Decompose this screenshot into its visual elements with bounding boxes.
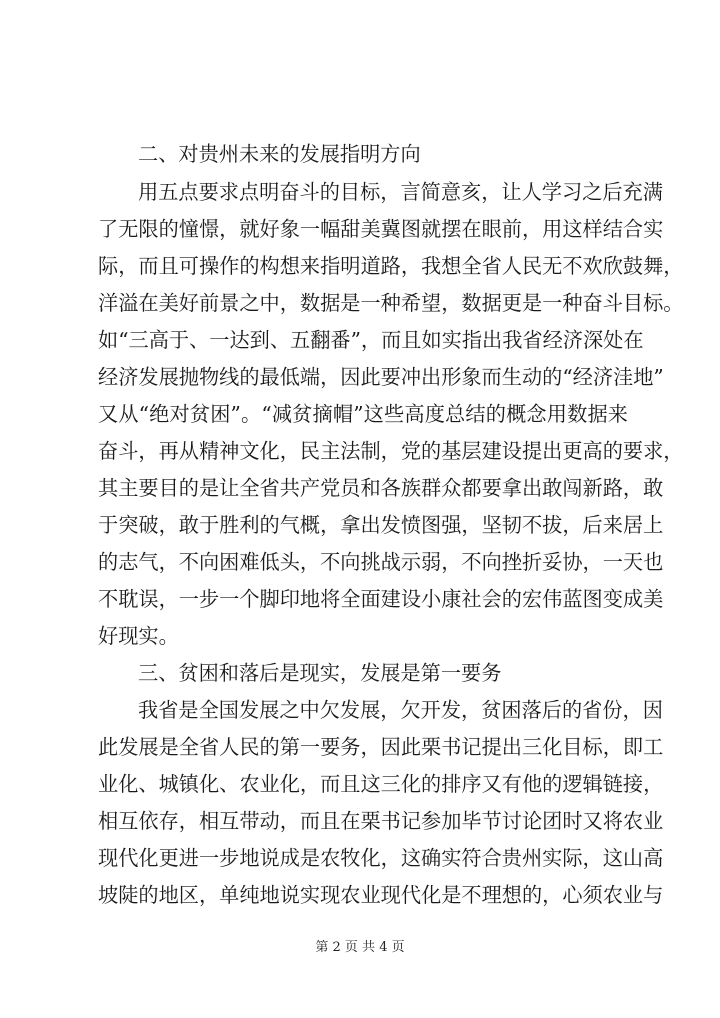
paragraph-line: 用五点要求点明奋斗的目标，言简意亥，让人学习之后充满 xyxy=(138,180,663,204)
page-number-label: 第 2 页 共 4 页 xyxy=(315,940,405,955)
page-footer xyxy=(0,938,720,958)
paragraph-line: 现代化更进一步地说成是农牧化，这确实符合贵州实际，这山高 xyxy=(98,846,664,870)
paragraph-line: 此发展是全省人民的第一要务，因此栗书记提出三化目标，即工 xyxy=(98,735,664,759)
paragraph-line: 我省是全国发展之中欠发展，欠开发，贫困落后的省份，因 xyxy=(138,698,663,722)
paragraph-line: 洋溢在美好前景之中，数据是一种希望，数据更是一种奋斗目标。 xyxy=(98,291,684,315)
section-heading: 二、对贵州未来的发展指明方向 xyxy=(138,142,421,166)
paragraph-line: 经济发展抛物线的最低端，因此要冲出形象而生动的“经济洼地” xyxy=(98,365,664,389)
paragraph-line: 坡陡的地区，单纯地说实现农业现代化是不理想的，心须农业与 xyxy=(98,883,664,907)
paragraph-line: 又从“绝对贫困”。“减贫摘帽”这些高度总结的概念用数据来 xyxy=(98,402,628,426)
paragraph-line: 如“三高于、一达到、五翻番”，而且如实指出我省经济深处在 xyxy=(98,328,644,352)
paragraph-line: 了无限的憧憬，就好象一幅甜美冀图就摆在眼前，用这样结合实 xyxy=(98,217,664,241)
paragraph-line: 于突破，敢于胜利的气概，拿出发愤图强，坚韧不拔，后来居上 xyxy=(98,513,664,537)
paragraph-line: 其主要目的是让全省共产党员和各族群众都要拿出敢闯新路，敢 xyxy=(98,476,664,500)
paragraph-line: 际，而且可操作的构想来指明道路，我想全省人民无不欢欣鼓舞， xyxy=(98,254,684,278)
paragraph-line: 不耽误，一步一个脚印地将全面建设小康社会的宏伟蓝图变成美 xyxy=(98,587,664,611)
paragraph-line: 业化、城镇化、农业化，而且这三化的排序又有他的逻辑链接， xyxy=(98,772,664,796)
paragraph-line: 的志气，不向困难低头，不向挑战示弱，不向挫折妥协，一天也 xyxy=(98,550,664,574)
paragraph-line: 好现实。 xyxy=(98,624,179,648)
paragraph-line: 相互依存，相互带动，而且在栗书记参加毕节讨论团时又将农业 xyxy=(98,809,664,833)
section-heading: 三、贫困和落后是现实，发展是第一要务 xyxy=(138,661,502,685)
paragraph-line: 奋斗，再从精神文化，民主法制，党的基层建设提出更高的要求， xyxy=(98,439,684,463)
